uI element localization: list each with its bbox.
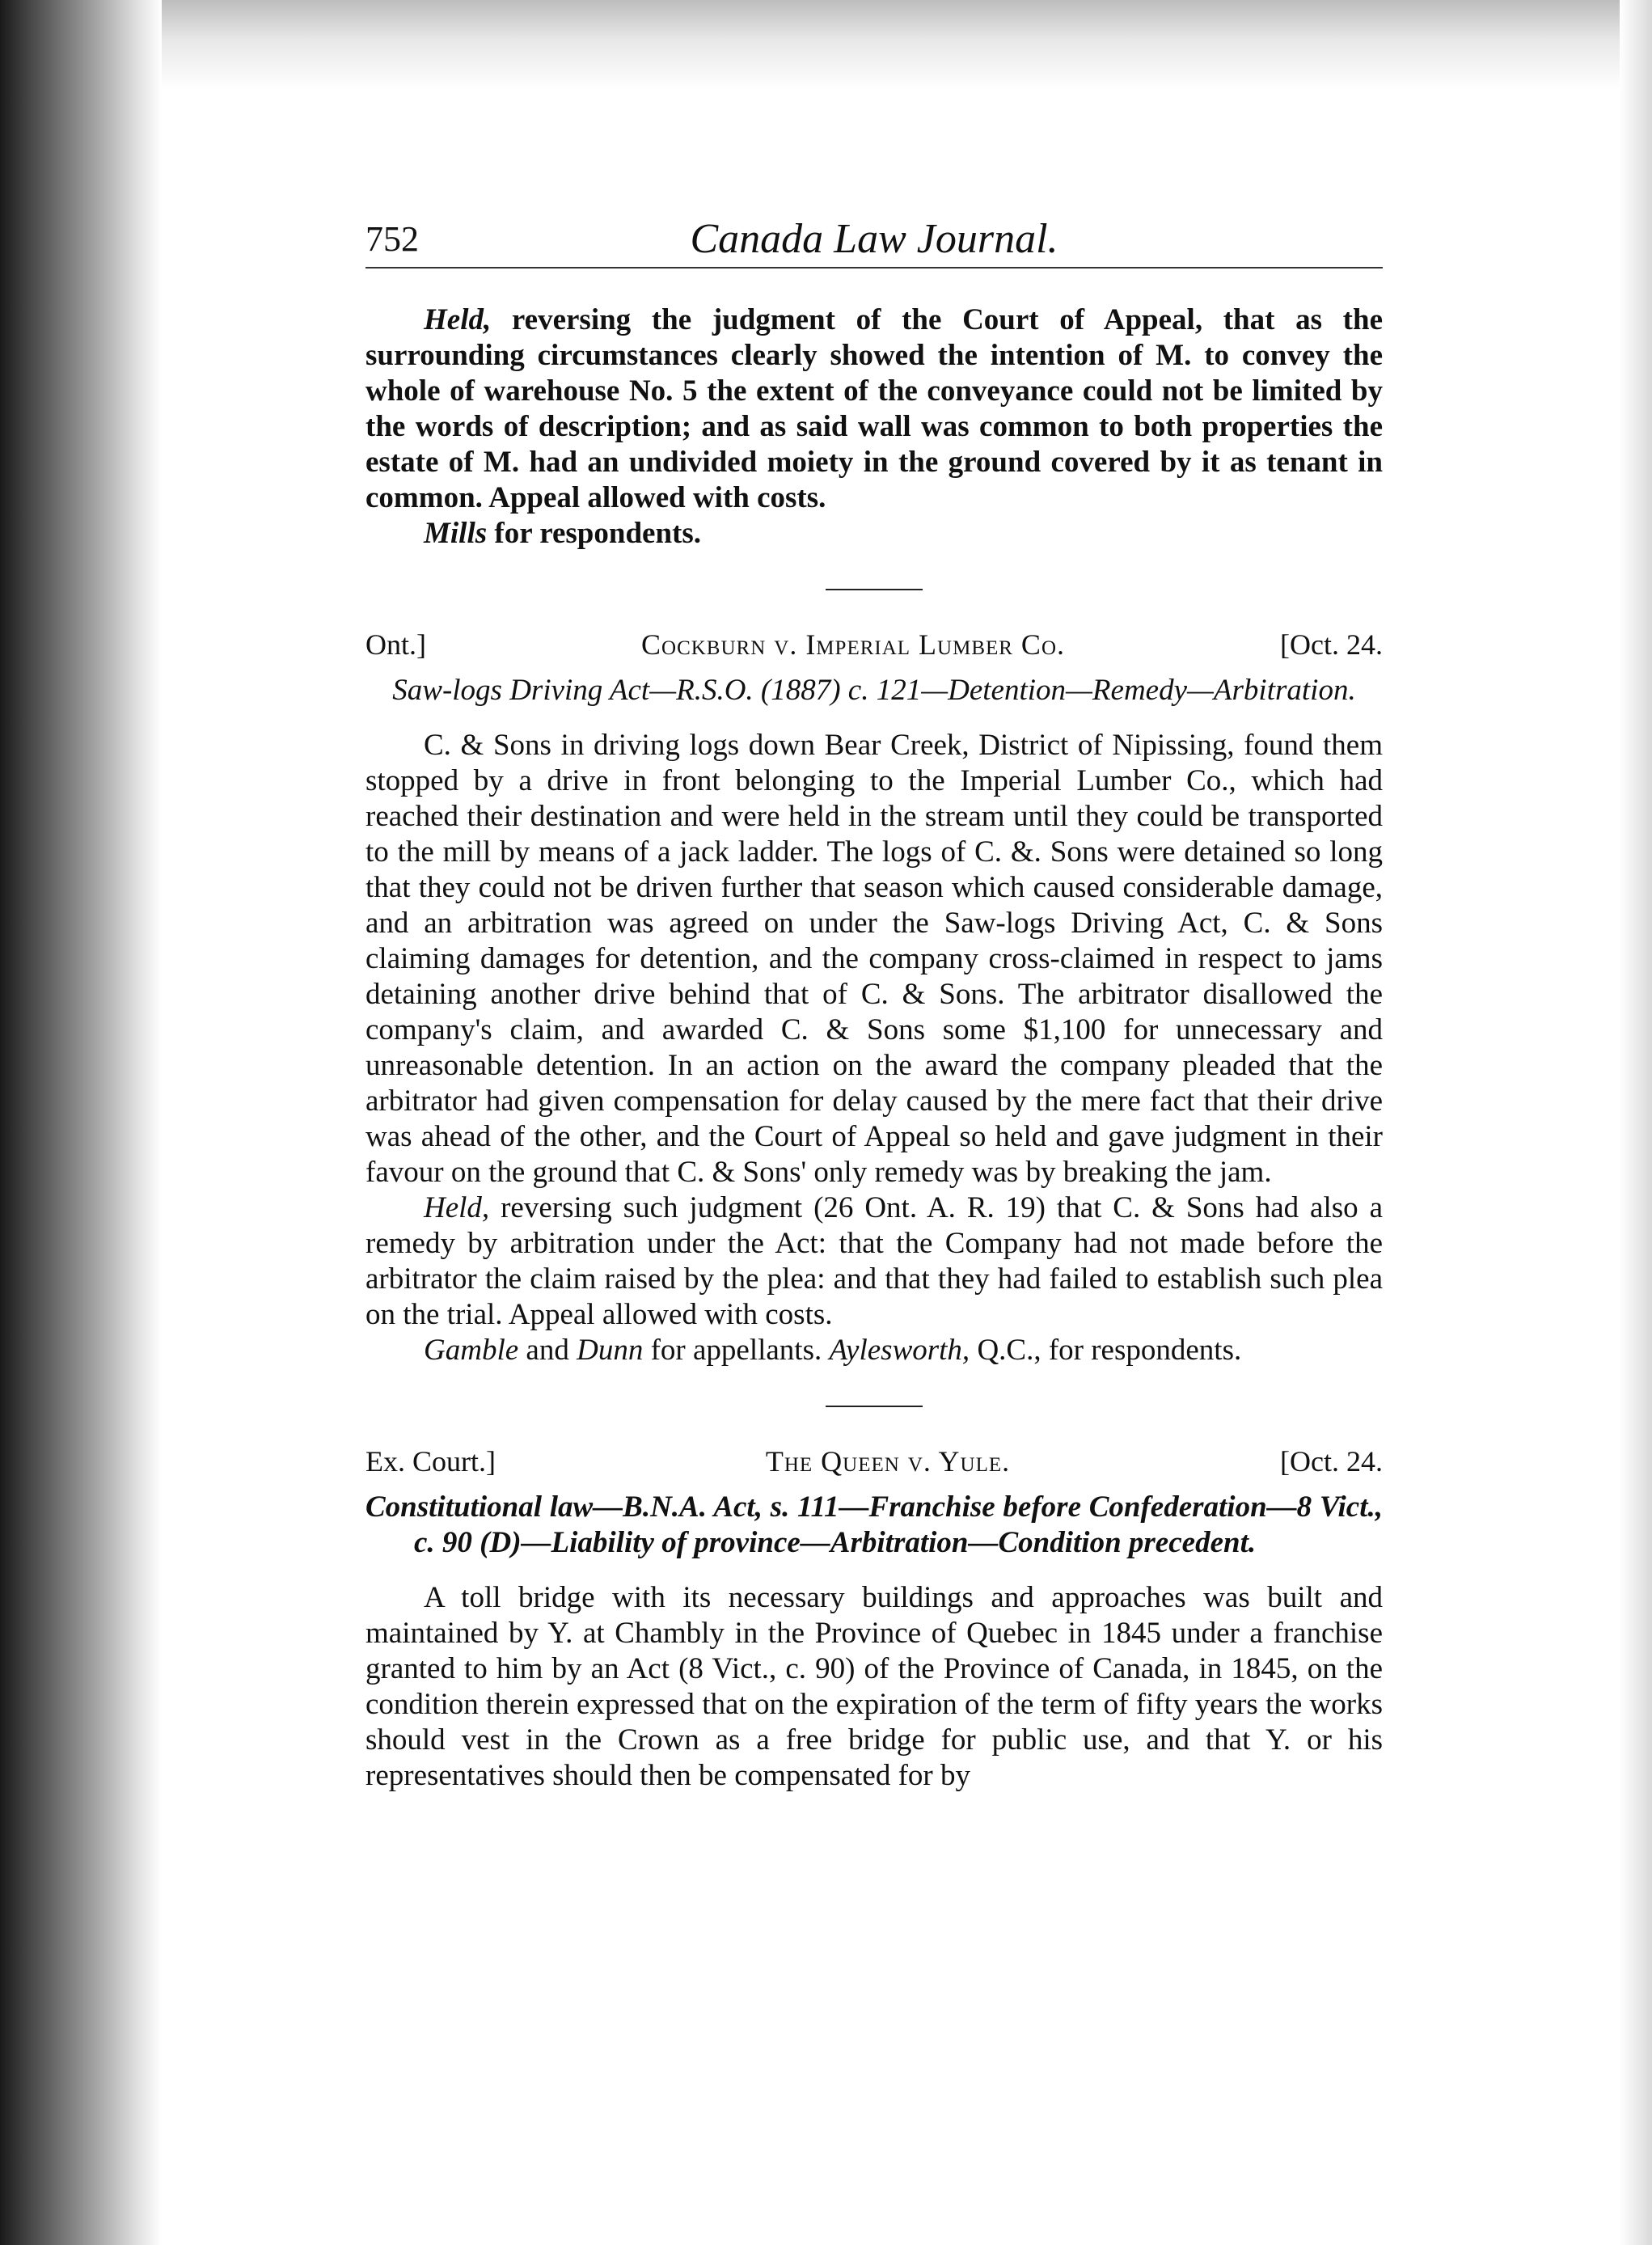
case1-counsel [365, 516, 1383, 552]
case3-date: [Oct. 24. [1280, 1445, 1383, 1478]
case2-title: Cockburn v. Imperial Lumber Co. [641, 628, 1065, 661]
case2-court: Ont.] [365, 628, 426, 661]
section-divider [826, 589, 923, 590]
section-divider [826, 1406, 923, 1407]
case2-heading [365, 628, 1383, 662]
held-text: reversing such judgment (26 Ont. A. R. 19) that C. & Sons had also a remedy by arbitration under the Act: that the Company had not made before the arbitrator the claim raised by the plea: and that they had failed to establish such plea on the trial. Appeal allowed with costs. [365, 1191, 1383, 1331]
counsel-name: Mills [424, 517, 488, 550]
held-text: reversing the judgment of the Court of Appeal, that as the surrounding circumstances clearly showed the intention of M. to convey the whole of warehouse No. 5 the extent of the conveyance could not be limited by the words of description; and as said wall was common to both properties the estate of M. had an undivided moiety in the ground covered by it as tenant in common. Appeal allowed with costs. [365, 303, 1384, 514]
counsel-aylesworth: Aylesworth, [829, 1334, 970, 1367]
held-label: Held, [424, 303, 492, 336]
counsel-appellants: for appellants. [650, 1334, 822, 1367]
running-header [365, 202, 1383, 268]
counsel-dunn: Dunn [577, 1334, 644, 1367]
case3-heading [365, 1444, 1383, 1478]
case2-counsel [365, 1333, 1383, 1368]
counsel-and: and [526, 1334, 569, 1367]
held-label: Held, [424, 1191, 490, 1224]
journal-page [365, 202, 1383, 1794]
case2-held-paragraph [365, 1190, 1383, 1333]
case3-title: The Queen v. Yule. [765, 1445, 1011, 1478]
scan-top-shadow [162, 0, 1652, 89]
case3-facts: A toll bridge with its necessary buildings and approaches was built and maintained by Y. at Chambly in the Province of Quebec in 1845 under a franchise granted to him by an Act (8 Vict., c. 90) of the Province of Canada, in 1845, on the condition therein expressed that on the expiration of the term of fifty years the works should vest in the Crown as a free bridge for public use, and that Y. or his representatives should then be compensated for by [365, 1581, 1383, 1792]
counsel-text: for respondents. [494, 517, 701, 550]
journal-title: Canada Law Journal. [690, 216, 1058, 262]
scan-right-shadow [1620, 0, 1652, 2245]
counsel-respondents: Q.C., for respondents. [977, 1334, 1242, 1367]
counsel-gamble: Gamble [424, 1334, 519, 1367]
case1-held-paragraph [365, 302, 1383, 516]
page-number: 752 [365, 219, 419, 259]
case2-date: [Oct. 24. [1280, 628, 1383, 661]
case3-subject: Constitutional law—B.N.A. Act, s. 111—Franchise before Confederation—8 Vict., c. 90 (D)—Liability of province—Arbitration—Condition precedent. [365, 1490, 1383, 1559]
book-binding-shadow [0, 0, 162, 2245]
case2-facts: C. & Sons in driving logs down Bear Creek, District of Nipissing, found them stopped by a drive in front belonging to the Imperial Lumber Co., which had reached their destination and were held in the stream until they could be transported to the mill by means of a jack ladder. The logs of C. &. Sons were detained so long that they could not be driven further that season which caused considerable damage, and an arbitration was agreed on under the Saw-logs Driving Act, C. & Sons claiming damages for detention, and the company cross-claimed in respect to jams detaining another drive behind that of C. & Sons. The arbitrator disallowed the company's claim, and awarded C. & Sons some $1,100 for unnecessary and unreasonable detention. In an action on the award the company pleaded that the arbitrator had given compensation for delay caused by the mere fact that their drive was ahead of the other, and the Court of Appeal so held and gave judgment in their favour on the ground that C. & Sons' only remedy was by breaking the jam. [365, 729, 1383, 1189]
case3-court: Ex. Court.] [365, 1445, 496, 1478]
case2-subject: Saw-logs Driving Act—R.S.O. (1887) c. 121—Detention—Remedy—Arbitration. [392, 674, 1356, 707]
